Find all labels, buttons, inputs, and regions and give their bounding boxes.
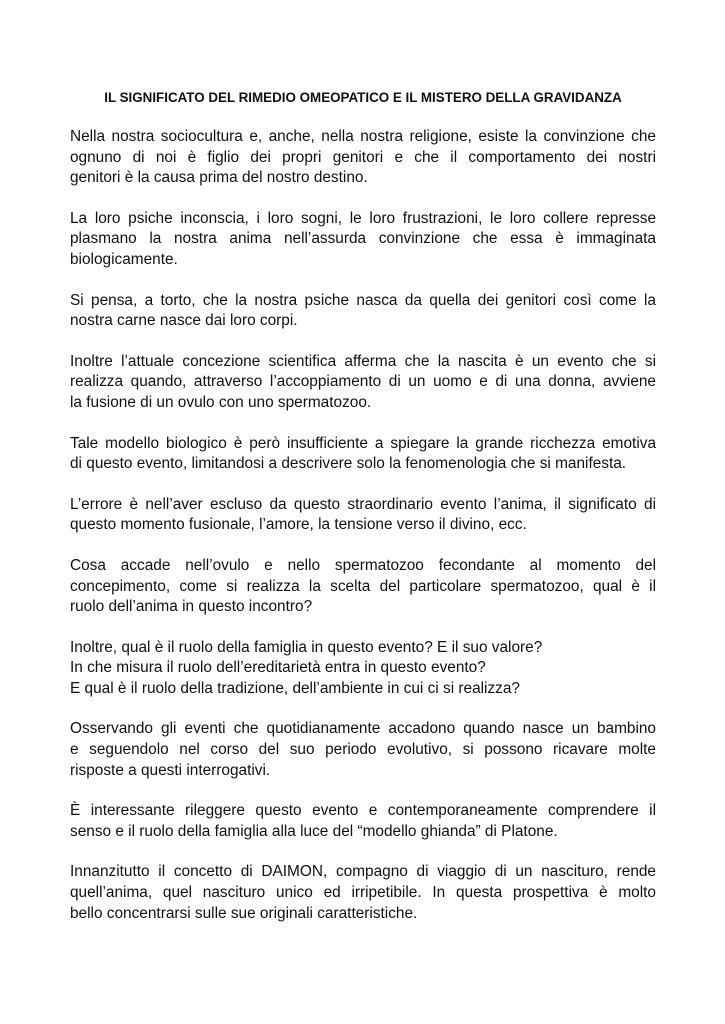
paragraph [70, 638, 656, 700]
text-line: plasmano la nostra anima nell’assurda convinzione che essa è immaginata [70, 230, 656, 248]
text-line: senso e il ruolo della famiglia alla luce del “modello ghianda” di Platone. [70, 822, 558, 840]
paragraph [70, 291, 656, 332]
paragraph [70, 352, 656, 414]
text-line: Inoltre, qual è il ruolo della famiglia in questo evento? E il suo valore? [70, 638, 543, 656]
text-line: realizza quando, attraverso l’accoppiamento di un uomo e di una donna, avviene [70, 373, 656, 391]
paragraph [70, 556, 656, 618]
text-line: Inoltre l’attuale concezione scientifica afferma che la nascita è un evento che si [70, 352, 656, 370]
text-line: concepimento, come si realizza la scelta del particolare spermatozoo, qual è il [70, 577, 656, 595]
text-line: In che misura il ruolo dell’ereditarietà entra in questo evento? [70, 659, 486, 677]
text-line: Tale modello biologico è però insufficiente a spiegare la grande ricchezza emotiva [70, 434, 656, 452]
text-line: e seguendolo nel corso del suo periodo evolutivo, si possono ricavare molte [70, 741, 656, 759]
text-line: bello concentrarsi sulle sue originali caratteristiche. [70, 904, 418, 922]
text-line: nostra carne nasce dai loro corpi. [70, 312, 298, 330]
paragraph [70, 862, 656, 924]
text-line: La loro psiche inconscia, i loro sogni, le loro frustrazioni, le loro collere represse [70, 209, 656, 227]
paragraph [70, 719, 656, 781]
text-line: Osservando gli eventi che quotidianamente accadono quando nasce un bambino [70, 720, 656, 738]
text-line: L’errore è nell’aver escluso da questo straordinario evento l’anima, il significato di [70, 495, 656, 513]
paragraph [70, 495, 656, 536]
text-line: la fusione di un ovulo con uno spermatozoo. [70, 393, 372, 411]
text-line: Nella nostra sociocultura e, anche, nella nostra religione, esiste la convinzione che [70, 128, 656, 145]
document-title: IL SIGNIFICATO DEL RIMEDIO OMEOPATICO E IL MISTERO DELLA GRAVIDANZA [104, 90, 622, 105]
text-line: genitori è la causa prima del nostro destino. [70, 169, 368, 187]
text-line: ruolo dell’anima in questo incontro? [70, 598, 313, 616]
text-line: Innanzitutto il concetto di DAIMON, compagno di viaggio di un nascituro, rende [70, 863, 656, 881]
text-line: E qual è il ruolo della tradizione, dell’ambiente in cui ci si realizza? [70, 679, 520, 697]
text-line: ognuno di noi è figlio dei propri genitori e che il comportamento dei nostri [70, 148, 656, 166]
text-line: Si pensa, a torto, che la nostra psiche nasca da quella dei genitori così come la [70, 291, 656, 309]
text-line: biologicamente. [70, 250, 178, 268]
paragraph [70, 801, 656, 842]
text-line: di questo evento, limitandosi a descrivere solo la fenomenologia che si manifesta. [70, 455, 627, 473]
text-line: Cosa accade nell’ovulo e nello spermatozoo fecondante al momento del [70, 556, 656, 574]
paragraph [70, 209, 656, 271]
text-line: risposte a questi interrogativi. [70, 761, 271, 779]
text-line: questo momento fusionale, l’amore, la tensione verso il divino, ecc. [70, 516, 527, 534]
paragraph [70, 127, 656, 189]
text-line: quell’anima, quel nascituro unico ed irripetibile. In questa prospettiva è molto [70, 884, 656, 902]
text-line: È interessante rileggere questo evento e contemporaneamente comprendere il [70, 802, 656, 820]
document-body [70, 127, 656, 944]
paragraph [70, 434, 656, 475]
